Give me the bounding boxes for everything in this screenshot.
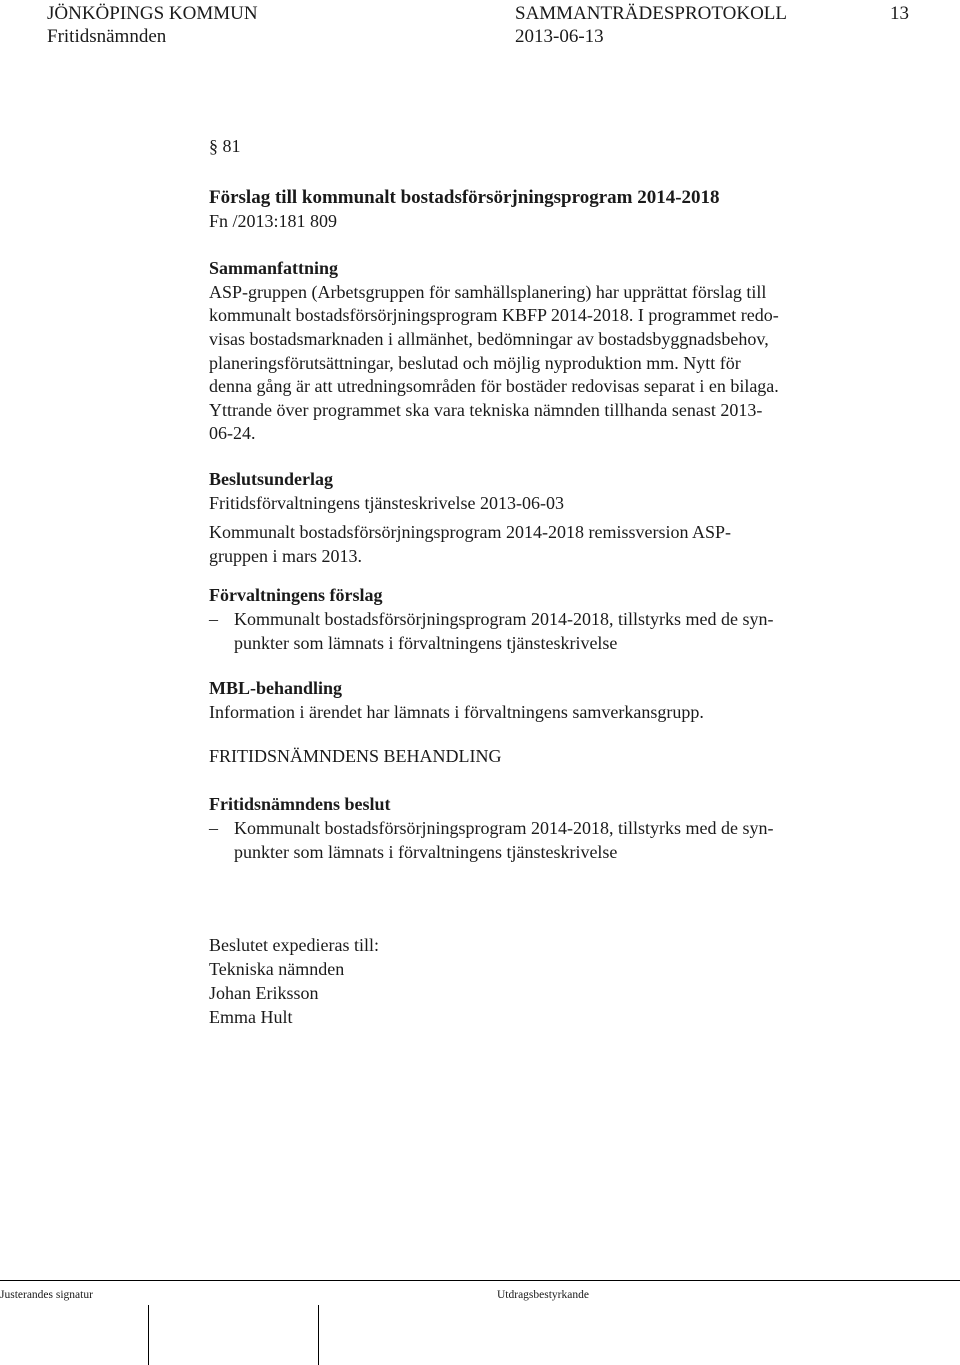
- basis-item: Kommunalt bostadsförsörjningsprogram 2014-2018 remissversion ASP-: [209, 522, 731, 542]
- organization-name: JÖNKÖPINGS KOMMUN: [47, 3, 258, 24]
- summary-line: visas bostadsmarknaden i allmänhet, bedömningar av bostadsbyggnadsbehov,: [209, 329, 769, 349]
- mbl-heading: MBL-behandling: [209, 678, 343, 698]
- summary-line: Yttrande över programmet ska vara tekniska nämnden tillhanda senast 2013-: [209, 400, 763, 420]
- dispatch-recipient: Emma Hult: [209, 1007, 293, 1027]
- decision-text-continued: punkter som lämnats i förvaltningens tjänsteskrivelse: [234, 842, 618, 862]
- signature-label: Justerandes signatur: [0, 1289, 93, 1301]
- summary-heading: Sammanfattning: [209, 258, 339, 278]
- dispatch-recipient: Tekniska nämnden: [209, 959, 345, 979]
- dash-bullet: –: [209, 818, 218, 838]
- proposal-text: Kommunalt bostadsförsörjningsprogram 2014-2018, tillstyrks med de syn-: [234, 609, 774, 629]
- dispatch-recipient: Johan Eriksson: [209, 983, 319, 1003]
- document-type: SAMMANTRÄDESPROTOKOLL: [515, 3, 788, 24]
- basis-heading: Beslutsunderlag: [209, 469, 334, 489]
- treatment-heading: FRITIDSNÄMNDENS BEHANDLING: [209, 746, 502, 766]
- paragraph-number: § 81: [209, 136, 241, 156]
- basis-item-continued: gruppen i mars 2013.: [209, 546, 362, 566]
- summary-line: 06-24.: [209, 423, 256, 443]
- summary-line: denna gång är att utredningsområden för bostäder redovisas separat i en bilaga.: [209, 376, 779, 396]
- section-title: Förslag till kommunalt bostadsförsörjningsprogram 2014-2018: [209, 187, 720, 208]
- decision-text: Kommunalt bostadsförsörjningsprogram 2014-2018, tillstyrks med de syn-: [234, 818, 774, 838]
- basis-item: Fritidsförvaltningens tjänsteskrivelse 2013-06-03: [209, 493, 564, 513]
- summary-line: kommunalt bostadsförsörjningsprogram KBFP 2014-2018. I programmet redo-: [209, 305, 779, 325]
- footer-rule: [0, 1280, 960, 1281]
- summary-line: ASP-gruppen (Arbetsgruppen för samhällsplanering) har upprättat förslag till: [209, 282, 767, 302]
- dispatch-heading: Beslutet expedieras till:: [209, 935, 379, 955]
- summary-line: planeringsförutsättningar, beslutad och möjlig nyproduktion mm. Nytt för: [209, 353, 741, 373]
- signature-box-divider: [318, 1305, 319, 1365]
- dash-bullet: –: [209, 609, 218, 629]
- page-number: 13: [890, 3, 909, 24]
- meeting-date: 2013-06-13: [515, 26, 604, 47]
- proposal-text-continued: punkter som lämnats i förvaltningens tjänsteskrivelse: [234, 633, 618, 653]
- committee-name: Fritidsnämnden: [47, 26, 167, 47]
- certifier-label: Utdragsbestyrkande: [497, 1289, 589, 1301]
- proposal-heading: Förvaltningens förslag: [209, 585, 383, 605]
- signature-box-divider: [148, 1305, 149, 1365]
- case-reference: Fn /2013:181 809: [209, 211, 338, 231]
- mbl-text: Information i ärendet har lämnats i förvaltningens samverkansgrupp.: [209, 702, 704, 722]
- decision-heading: Fritidsnämndens beslut: [209, 794, 391, 814]
